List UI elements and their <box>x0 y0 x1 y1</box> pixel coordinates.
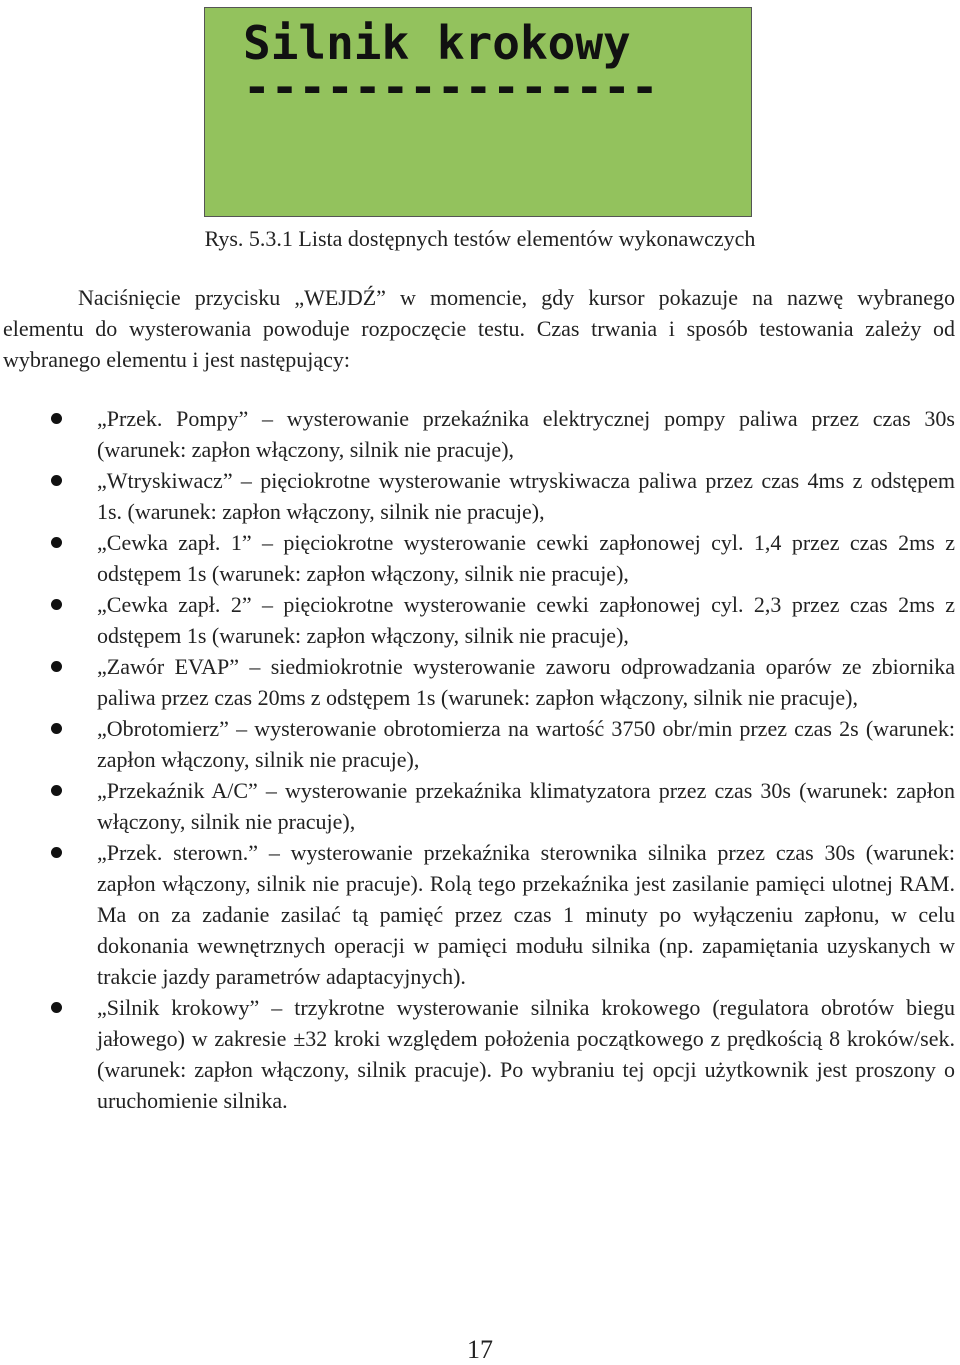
page-number: 17 <box>467 1335 493 1364</box>
bullet-icon <box>51 661 62 672</box>
intro-text: Naciśnięcie przycisku „WEJDŹ” w momencie, gdy kursor pokazuje na nazwę wybranego elementu do wysterowania powoduje rozpoczęcie testu. Czas trwania i sposób testowania zależy od wybranego elementu i jest następujący: <box>3 285 955 372</box>
list-item: „Silnik krokowy” – trzykrotne wysterowanie silnika krokowego (regulatora obrotów biegu jałowego) w zakresie ±32 kroki względem położenia początkowego z prędkością 8 kroków/sek. (warunek: zapłon włączony, silnik pracuje). Po wybraniu tej opcji użytkownik jest proszony o uruchomienie silnika. <box>0 992 955 1116</box>
list-item: „Cewka zapł. 2” – pięciokrotne wysterowanie cewki zapłonowej cyl. 2,3 przez czas 2ms z odstępem 1s (warunek: zapłon włączony, silnik nie pracuje), <box>0 589 955 651</box>
bullet-icon <box>51 599 62 610</box>
intro-paragraph <box>3 282 955 375</box>
lcd-display <box>204 7 752 217</box>
bullet-icon <box>51 413 62 424</box>
figure-caption: Rys. 5.3.1 Lista dostępnych testów elementów wykonawczych <box>204 226 756 251</box>
list-item: „Przekaźnik A/C” – wysterowanie przekaźnika klimatyzatora przez czas 30s (warunek: zapłon włączony, silnik nie pracuje), <box>0 775 955 837</box>
bullet-icon <box>51 723 62 734</box>
bullet-icon <box>51 475 62 486</box>
list-item: „Obrotomierz” – wysterowanie obrotomierza na wartość 3750 obr/min przez czas 2s (warunek: zapłon włączony, silnik nie pracuje), <box>0 713 955 775</box>
bullet-icon <box>51 537 62 548</box>
list-item: „Wtryskiwacz” – pięciokrotne wysterowanie wtryskiwacza paliwa przez czas 4ms z odstępem 1s. (warunek: zapłon włączony, silnik nie pracuje), <box>0 465 955 527</box>
list-item: „Cewka zapł. 1” – pięciokrotne wysterowanie cewki zapłonowej cyl. 1,4 przez czas 2ms z odstępem 1s (warunek: zapłon włączony, silnik nie pracuje), <box>0 527 955 589</box>
lcd-line-1: Silnik krokowy <box>243 16 631 70</box>
list-item: „Zawór EVAP” – siedmiokrotnie wysterowanie zaworu odprowadzania oparów ze zbiornika paliwa przez czas 20ms z odstępem 1s (warunek: zapłon włączony, silnik nie pracuje), <box>0 651 955 713</box>
lcd-line-2: --------------- <box>243 60 659 114</box>
list-item: „Przek. Pompy” – wysterowanie przekaźnika elektrycznej pompy paliwa przez czas 30s (warunek: zapłon włączony, silnik nie pracuje), <box>0 403 955 465</box>
bullet-icon <box>51 785 62 796</box>
list-item: „Przek. sterown.” – wysterowanie przekaźnika sterownika silnika przez czas 30s (warunek: zapłon włączony, silnik nie pracuje). Rolą tego przekaźnika jest zasilanie pamięci ulotnej RAM. Ma on za zadanie zasilać tą pamięć przez czas 1 minuty po wyłączeniu zapłonu, w celu dokonania wewnętrznych operacji w pamięci modułu silnika (np. zapamiętania uzyskanych w trakcie jazdy parametrów adaptacyjnych). <box>0 837 955 992</box>
test-list <box>0 403 955 1116</box>
bullet-icon <box>51 847 62 858</box>
bullet-icon <box>51 1002 62 1013</box>
